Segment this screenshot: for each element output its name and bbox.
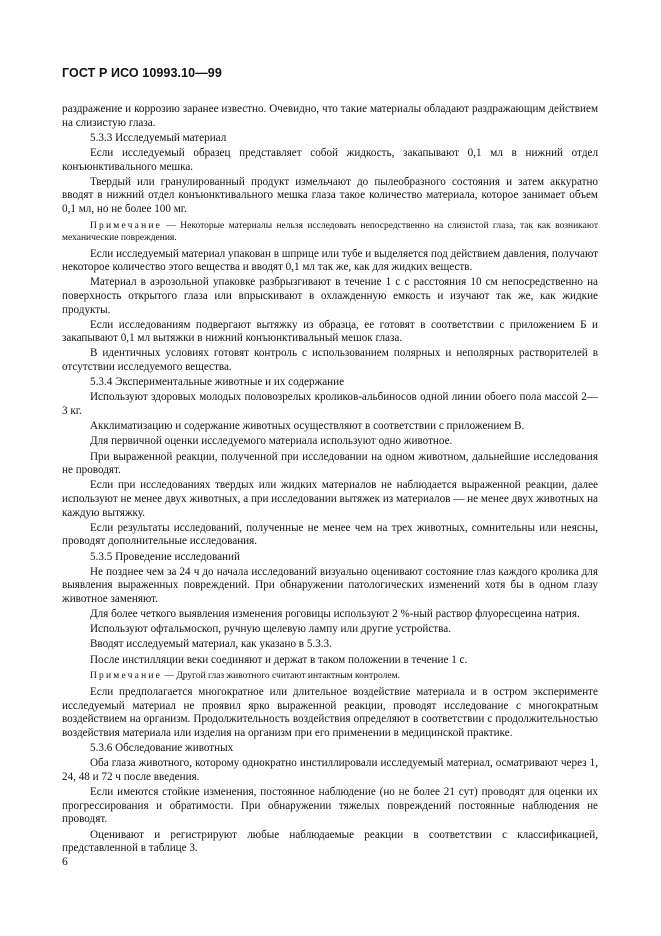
section-heading-5-3-3: 5.3.3 Исследуемый материал xyxy=(90,131,227,144)
paragraph: Вводят исследуемый материал, как указано в 5.3.3. xyxy=(90,638,332,651)
note xyxy=(62,670,598,682)
paragraph: Если исследованиям подвергают вытяжку из образца, ее готовят в соответствии с приложением Б и закапывают 0,1 мл вытяжки в нижний конъюнктивальный мешок глаза. xyxy=(62,318,598,345)
section-heading-5-3-5: 5.3.5 Проведение исследований xyxy=(90,550,240,563)
paragraph: Акклиматизацию и содержание животных осуществляют в соответствии с приложением В. xyxy=(90,420,525,433)
paragraph: Для первичной оценки исследуемого материала используют одно животное. xyxy=(90,435,453,448)
note-label: Примечание xyxy=(90,671,163,682)
note xyxy=(62,220,598,244)
paragraph: При выраженной реакции, полученной при исследовании на одном животном, дальнейшие исследования не проводят. xyxy=(62,450,598,477)
note-text: — Некоторые материалы нельзя исследовать непосредственно на слизистой глаза, так как возникают механические повреждения. xyxy=(62,220,598,243)
paragraph: Если имеются стойкие изменения, постоянное наблюдение (но не более 21 сут) проводят для оценки их прогрессирования и обратимости. При обнаружении тяжелых повреждений постоянные наблюдения не проводят. xyxy=(62,786,598,826)
page-number: 6 xyxy=(62,856,68,868)
paragraph: Используют здоровых молодых половозрелых кроликов-альбиносов одной линии обоего пола массой 2—3 кг. xyxy=(62,391,598,418)
section-heading-5-3-6: 5.3.6 Обследование животных xyxy=(90,742,234,755)
paragraph: Используют офтальмоскоп, ручную щелевую лампу или другие устройства. xyxy=(90,623,452,636)
paragraph: Твердый или гранулированный продукт измельчают до пылеобразного состояния и затем аккуратно вводят в нижний отдел конъюнктивального мешка глаза такое количество материала, которое занимает объем 0,1 мл, но не более 100 мг. xyxy=(62,175,598,215)
paragraph: Оба глаза животного, которому однократно инстиллировали исследуемый материал, осматривают через 1, 24, 48 и 72 ч после введения. xyxy=(62,757,598,783)
paragraph: Если предполагается многократное или длительное воздействие материала и в остром эксперименте исследуемый материал не проявил ярко выраженной реакции, проводят исследование с многократным воздействием на организм. Продолжительность воздействия определяют в соответствии с продолжительностью воздействия материала или изделия на организм при его применении в медицинской практике. xyxy=(62,686,598,740)
paragraph: В идентичных условиях готовят контроль с использованием полярных и неполярных растворителей в отсутствии исследуемого вещества. xyxy=(62,347,598,374)
paragraph: Если исследуемый образец представляет собой жидкость, закапывают 0,1 мл в нижний отдел конъюнктивального мешка. xyxy=(62,146,598,173)
note-text: — Другой глаз животного считают интактным контролем. xyxy=(162,671,400,682)
paragraph-continuation: раздражение и коррозию заранее известно. Очевидно, что такие материалы обладают раздражающим действием на слизистую глаза. xyxy=(62,103,598,129)
document-header: ГОСТ Р ИСО 10993.10—99 xyxy=(62,66,222,80)
section-heading-5-3-4: 5.3.4 Экспериментальные животные и их содержание xyxy=(90,376,345,389)
note-label: Примечание xyxy=(90,220,163,231)
paragraph: Если при исследованиях твердых или жидких материалов не наблюдается выраженной реакции, далее используют не менее двух животных, а при исследовании вытяжек из материалов — не менее двух животных на каждую вытяжку. xyxy=(62,479,598,519)
paragraph: Не позднее чем за 24 ч до начала исследований визуально оценивают состояние глаз каждого кролика для выявления выраженных повреждений. При обнаружении патологических изменений хотя бы в одном глазу животное заменяют. xyxy=(62,565,598,605)
paragraph: Оценивают и регистрируют любые наблюдаемые реакции в соответствии с классификацией, представленной в таблице 3. xyxy=(62,828,598,855)
paragraph: Материал в аэрозольной упаковке разбрызгивают в течение 1 с с расстояния 10 см непосредственно на поверхность открытого глаза или впрыскивают в охлажденную емкость и изучают так же, как жидкие продукты. xyxy=(62,276,598,316)
paragraph: Если исследуемый материал упакован в шприце или тубе и выделяется под действием давления, получают некоторое количество этого вещества и вводят 0,1 мл так же, как для жидких веществ. xyxy=(62,247,598,274)
document-body xyxy=(62,103,598,857)
paragraph: После инстилляции веки соединяют и держат в таком положении в течение 1 с. xyxy=(90,653,468,666)
paragraph: Если результаты исследований, полученные не менее чем на трех животных, сомнительны или неясны, проводят дополнительные исследования. xyxy=(62,521,598,548)
paragraph: Для более четкого выявления изменения роговицы используют 2 %-ный раствор флуоресцеина натрия. xyxy=(90,608,580,621)
